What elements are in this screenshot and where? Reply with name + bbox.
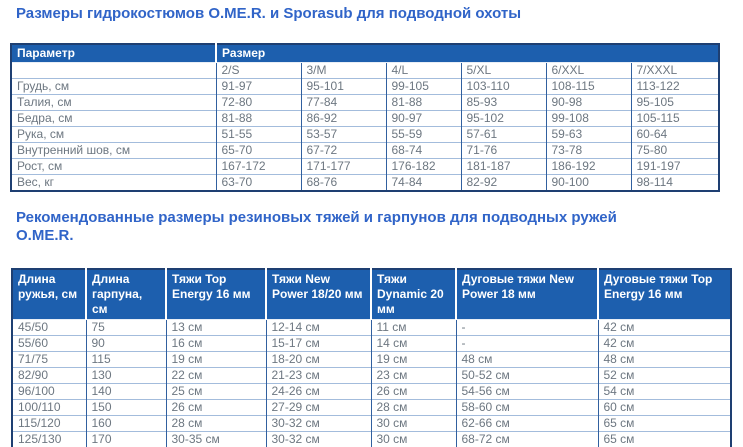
size-table-row — [11, 111, 719, 127]
rubber-value-cell: 55/60 — [12, 336, 86, 352]
rubber-value-cell: 30-32 см — [266, 432, 371, 447]
size-value-cell: 72-80 — [216, 95, 301, 111]
rubber-value-cell: 14 см — [371, 336, 456, 352]
size-value-cell: 51-55 — [216, 127, 301, 143]
rubber-col-header: Длина гарпуна, см — [86, 269, 166, 320]
section-title-line: Рекомендованные размеры резиновых тяжей и гарпунов для подводных ружей — [16, 209, 617, 226]
rubber-value-cell: 62-66 см — [456, 416, 598, 432]
rubber-value-cell: 26 см — [166, 400, 266, 416]
size-col-header: 7/XXXL — [631, 63, 719, 79]
size-value-cell: 60-64 — [631, 127, 719, 143]
size-value-cell: 113-122 — [631, 79, 719, 95]
size-value-cell: 91-97 — [216, 79, 301, 95]
rubber-value-cell: 23 см — [371, 368, 456, 384]
rubber-value-cell: 30 см — [371, 432, 456, 447]
size-col-header: 3/M — [301, 63, 386, 79]
size-value-cell: 95-102 — [461, 111, 546, 127]
size-table-row — [11, 159, 719, 175]
size-value-cell: 103-110 — [461, 79, 546, 95]
size-value-cell: 186-192 — [546, 159, 631, 175]
rubber-table-row — [12, 352, 731, 368]
size-value-cell: 63-70 — [216, 175, 301, 192]
size-value-cell: 99-108 — [546, 111, 631, 127]
rubber-col-header: Длина ружья, см — [12, 269, 86, 320]
rubber-value-cell: 71/75 — [12, 352, 86, 368]
size-value-cell: 98-114 — [631, 175, 719, 192]
size-value-cell: 85-93 — [461, 95, 546, 111]
rubber-table-row — [12, 400, 731, 416]
rubber-value-cell: 15-17 см — [266, 336, 371, 352]
rubber-table-row — [12, 336, 731, 352]
param-label-cell: Грудь, см — [11, 79, 216, 95]
size-value-cell: 59-63 — [546, 127, 631, 143]
rubber-table-header-row — [12, 269, 731, 320]
rubber-value-cell: 45/50 — [12, 320, 86, 336]
rubber-value-cell: 27-29 см — [266, 400, 371, 416]
rubber-value-cell: 24-26 см — [266, 384, 371, 400]
size-value-cell: 191-197 — [631, 159, 719, 175]
rubber-value-cell: 96/100 — [12, 384, 86, 400]
size-table-row — [11, 79, 719, 95]
rubber-value-cell: 19 см — [371, 352, 456, 368]
section-title-line: O.ME.R. — [16, 227, 74, 244]
size-col-header: 6/XXL — [546, 63, 631, 79]
empty-corner-cell — [11, 63, 216, 79]
size-value-cell: 75-80 — [631, 143, 719, 159]
rubber-value-cell: 65 см — [598, 416, 731, 432]
size-table-subheader-row — [11, 63, 719, 79]
size-table-header-row — [11, 44, 719, 63]
rubber-value-cell: 54-56 см — [456, 384, 598, 400]
rubber-col-header: Тяжи New Power 18/20 мм — [266, 269, 371, 320]
size-value-cell: 90-100 — [546, 175, 631, 192]
rubber-value-cell: - — [456, 336, 598, 352]
size-table-row — [11, 127, 719, 143]
rubber-value-cell: 21-23 см — [266, 368, 371, 384]
size-value-cell: 167-172 — [216, 159, 301, 175]
rubber-table-row — [12, 416, 731, 432]
rubber-table-row — [12, 368, 731, 384]
wetsuit-size-table — [10, 43, 720, 192]
rubber-value-cell: 22 см — [166, 368, 266, 384]
rubber-value-cell: 68-72 см — [456, 432, 598, 447]
rubber-value-cell: 125/130 — [12, 432, 86, 447]
rubber-value-cell: 130 — [86, 368, 166, 384]
param-label-cell: Рост, см — [11, 159, 216, 175]
size-value-cell: 73-78 — [546, 143, 631, 159]
rubber-col-header: Тяжи Dynamic 20 мм — [371, 269, 456, 320]
section-title — [16, 209, 727, 245]
size-value-cell: 95-101 — [301, 79, 386, 95]
size-value-cell: 74-84 — [386, 175, 461, 192]
size-value-cell: 65-70 — [216, 143, 301, 159]
rubber-value-cell: 11 см — [371, 320, 456, 336]
rubber-value-cell: 28 см — [371, 400, 456, 416]
rubber-value-cell: 30 см — [371, 416, 456, 432]
size-value-cell: 105-115 — [631, 111, 719, 127]
rubber-value-cell: 30-35 см — [166, 432, 266, 447]
page-title: Размеры гидрокостюмов O.ME.R. и Sporasub для подводной охоты — [16, 5, 522, 22]
size-value-cell: 55-59 — [386, 127, 461, 143]
rubber-value-cell: 60 см — [598, 400, 731, 416]
rubber-table-row — [12, 432, 731, 447]
rubber-value-cell: 28 см — [166, 416, 266, 432]
rubber-value-cell: 82/90 — [12, 368, 86, 384]
rubber-harpoon-table — [11, 268, 732, 447]
size-value-cell: 171-177 — [301, 159, 386, 175]
rubber-table-row — [12, 320, 731, 336]
rubber-col-header: Дуговые тяжи Top Energy 16 мм — [598, 269, 731, 320]
rubber-value-cell: 25 см — [166, 384, 266, 400]
param-label-cell: Талия, см — [11, 95, 216, 111]
size-value-cell: 176-182 — [386, 159, 461, 175]
rubber-value-cell: 140 — [86, 384, 166, 400]
rubber-value-cell: 48 см — [456, 352, 598, 368]
rubber-value-cell: 19 см — [166, 352, 266, 368]
rubber-value-cell: 90 — [86, 336, 166, 352]
rubber-value-cell: - — [456, 320, 598, 336]
rubber-value-cell: 13 см — [166, 320, 266, 336]
size-group-header-cell: Размер — [216, 44, 719, 63]
rubber-value-cell: 170 — [86, 432, 166, 447]
size-value-cell: 57-61 — [461, 127, 546, 143]
rubber-value-cell: 115/120 — [12, 416, 86, 432]
size-value-cell: 82-92 — [461, 175, 546, 192]
size-value-cell: 86-92 — [301, 111, 386, 127]
rubber-value-cell: 100/110 — [12, 400, 86, 416]
rubber-value-cell: 18-20 см — [266, 352, 371, 368]
rubber-col-header: Дуговые тяжи New Power 18 мм — [456, 269, 598, 320]
size-value-cell: 99-105 — [386, 79, 461, 95]
size-value-cell: 81-88 — [386, 95, 461, 111]
rubber-value-cell: 58-60 см — [456, 400, 598, 416]
size-value-cell: 67-72 — [301, 143, 386, 159]
size-value-cell: 71-76 — [461, 143, 546, 159]
size-value-cell: 181-187 — [461, 159, 546, 175]
param-label-cell: Бедра, см — [11, 111, 216, 127]
rubber-col-header: Тяжи Top Energy 16 мм — [166, 269, 266, 320]
size-value-cell: 68-76 — [301, 175, 386, 192]
size-col-header: 2/S — [216, 63, 301, 79]
size-col-header: 5/XL — [461, 63, 546, 79]
rubber-value-cell: 16 см — [166, 336, 266, 352]
param-label-cell: Вес, кг — [11, 175, 216, 192]
rubber-value-cell: 54 см — [598, 384, 731, 400]
size-value-cell: 95-105 — [631, 95, 719, 111]
size-value-cell: 90-98 — [546, 95, 631, 111]
rubber-value-cell: 30-32 см — [266, 416, 371, 432]
size-value-cell: 77-84 — [301, 95, 386, 111]
size-table-row — [11, 95, 719, 111]
size-table-row — [11, 175, 719, 192]
rubber-value-cell: 50-52 см — [456, 368, 598, 384]
size-table-row — [11, 143, 719, 159]
rubber-value-cell: 42 см — [598, 336, 731, 352]
param-header-cell: Параметр — [11, 44, 216, 63]
rubber-value-cell: 52 см — [598, 368, 731, 384]
rubber-value-cell: 26 см — [371, 384, 456, 400]
rubber-value-cell: 65 см — [598, 432, 731, 447]
rubber-value-cell: 115 — [86, 352, 166, 368]
rubber-value-cell: 48 см — [598, 352, 731, 368]
rubber-table-row — [12, 384, 731, 400]
size-value-cell: 53-57 — [301, 127, 386, 143]
size-value-cell: 108-115 — [546, 79, 631, 95]
param-label-cell: Рука, см — [11, 127, 216, 143]
size-value-cell: 90-97 — [386, 111, 461, 127]
param-label-cell: Внутренний шов, см — [11, 143, 216, 159]
size-value-cell: 81-88 — [216, 111, 301, 127]
rubber-value-cell: 12-14 см — [266, 320, 371, 336]
size-value-cell: 68-74 — [386, 143, 461, 159]
size-col-header: 4/L — [386, 63, 461, 79]
rubber-value-cell: 160 — [86, 416, 166, 432]
rubber-value-cell: 150 — [86, 400, 166, 416]
rubber-value-cell: 75 — [86, 320, 166, 336]
rubber-value-cell: 42 см — [598, 320, 731, 336]
